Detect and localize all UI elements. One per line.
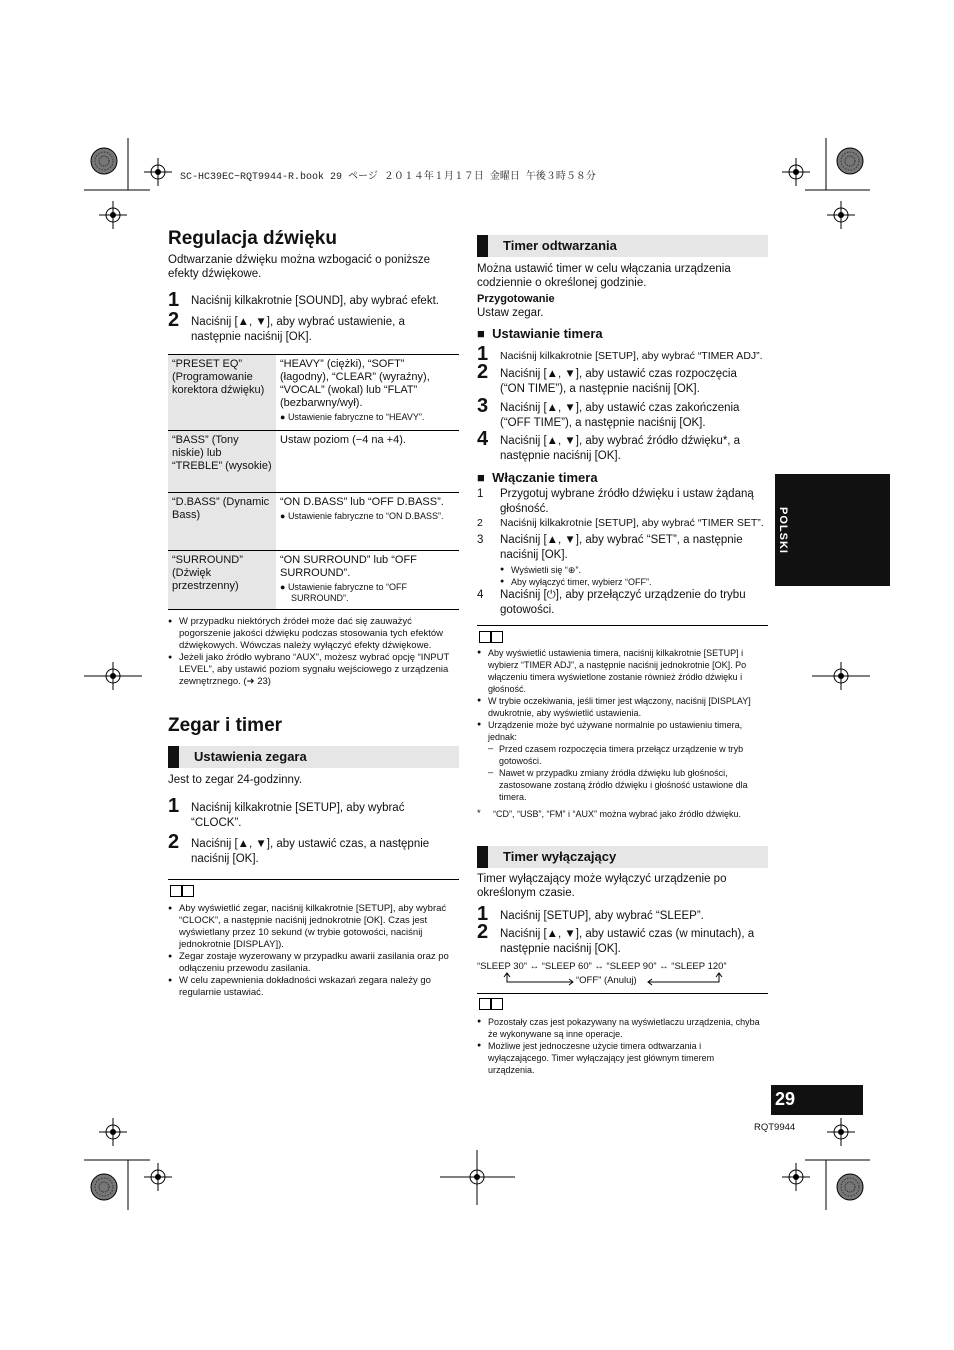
note-book-icon bbox=[479, 631, 503, 643]
subheading-set-timer: ■ Ustawianie timera bbox=[477, 326, 603, 341]
timer-notes bbox=[477, 647, 769, 820]
step-text: Naciśnij [SETUP], aby wybrać “SLEEP”. bbox=[500, 910, 704, 922]
table-row bbox=[168, 493, 459, 551]
list-item: ● Wyświetli się “⊕”. bbox=[500, 564, 760, 576]
step-text: Naciśnij [▲, ▼], aby ustawić czas rozpoczęcia (“ON TIME”), a następnie naciśnij [OK]. bbox=[500, 368, 737, 395]
effect-options: “ON D.BASS” lub “OFF D.BASS”. bbox=[280, 496, 444, 508]
list-item: ● Aby wyłączyć timer, wybierz “OFF”. bbox=[500, 576, 760, 588]
list-item: ● Możliwe jest jednoczesne użycie timera odtwarzania i wyłączającego. Timer wyłączający jest głównym timerem urządzenia. bbox=[477, 1040, 762, 1076]
section-play-timer bbox=[477, 235, 768, 257]
subheading-text: Ustawianie timera bbox=[492, 326, 603, 341]
effect-name: “BASS” (Tony niskie) lub “TREBLE” (wysokie) bbox=[168, 431, 276, 493]
step-text: Naciśnij kilkakrotnie [SETUP], aby wybrać “TIMER SET”. bbox=[500, 517, 764, 529]
divider bbox=[168, 879, 459, 880]
clock-intro: Jest to zegar 24-godzinny. bbox=[168, 774, 303, 786]
step-number: 2 bbox=[477, 361, 489, 383]
effect-options: “HEAVY” (ciężki), “SOFT” (łagodny), “CLEAR” (wyraźny), “VOCAL” (wokal) lub “FLAT” (bezbarwny/wył). bbox=[280, 358, 430, 409]
language-tab bbox=[775, 474, 890, 586]
step-text: Naciśnij [▲, ▼], aby wybrać źródło dźwięku*, a następnie naciśnij [OK]. bbox=[500, 435, 741, 462]
sleep-cycle: “SLEEP 30” ↔ “SLEEP 60” ↔ “SLEEP 90” ↔ “SLEEP 120” bbox=[477, 961, 727, 972]
step-number: 1 bbox=[168, 795, 180, 817]
language-label: POLSKI bbox=[777, 507, 789, 554]
effect-value bbox=[276, 551, 459, 610]
step-number: 1 bbox=[477, 343, 489, 365]
sound-intro: Odtwarzanie dźwięku można wzbogacić o poniższe efekty dźwiękowe. bbox=[168, 254, 431, 280]
factory-note-text: Ustawienie fabryczne to “ON D.BASS”. bbox=[287, 511, 444, 521]
step-number: 4 bbox=[477, 428, 489, 450]
step-text: Naciśnij [▲, ▼], aby ustawić czas, a następnie naciśnij [OK]. bbox=[191, 838, 430, 865]
on-sub-notes bbox=[500, 564, 760, 588]
effect-value bbox=[276, 355, 459, 431]
effect-name: “D.BASS” (Dynamic Bass) bbox=[168, 493, 276, 551]
step-number: 1 bbox=[168, 289, 180, 311]
list-item: ● Aby wyświetlić zegar, naciśnij kilkakrotnie [SETUP], aby wybrać “CLOCK”, a następnie naciśnij jednokrotnie [OK]. Czas jest wyświetlany przez 10 sekund (w trybie gotowości, naciśnij jednokrotnie [DISPLAY]). bbox=[168, 903, 459, 951]
step-text: Naciśnij kilkakrotnie [SETUP], aby wybrać “TIMER ADJ”. bbox=[500, 350, 763, 362]
list-item: ● Pozostały czas jest pokazywany na wyświetlaczu urządzenia, chyba że wykonywane są inne operacje. bbox=[477, 1016, 762, 1040]
section-title: Timer wyłączający bbox=[503, 849, 617, 864]
doc-code: RQT9944 bbox=[754, 1122, 796, 1133]
step-number: 4 bbox=[477, 589, 484, 601]
preparation-text: Ustaw zegar. bbox=[477, 307, 544, 319]
factory-note: ● Ustawienie fabryczne to “OFF SURROUND”. bbox=[280, 582, 407, 603]
sleep-notes bbox=[477, 1016, 762, 1076]
section-sleep-timer bbox=[477, 846, 768, 868]
preparation-label: Przygotowanie bbox=[477, 293, 555, 305]
divider bbox=[477, 625, 768, 626]
step-text: Naciśnij [▲, ▼], aby ustawić czas (w minutach), a następnie naciśnij [OK]. bbox=[500, 928, 755, 955]
step-text: Przygotuj wybrane źródło dźwięku i ustaw żądaną głośność. bbox=[500, 488, 754, 515]
note-book-icon bbox=[479, 998, 503, 1010]
page-number: 29 bbox=[775, 1089, 796, 1109]
list-item: * “CD”, “USB”, “FM” i “AUX” można wybrać jako źródło dźwięku. bbox=[477, 808, 769, 820]
step-text: Naciśnij [⏻], aby przełączyć urządzenie do trybu gotowości. bbox=[500, 589, 746, 616]
list-item: – Nawet w przypadku zmiany źródła dźwięku lub głośności, zastosowane zostaną źródło dźwięku i głośność ustawione dla timera. bbox=[477, 767, 769, 803]
list-item: ● W przypadku niektórych źródeł może dać się zauważyć pogorszenie jakości dźwięku podczas stosowania tych efektów dźwiękowych. Wówczas należy wyłączyć efekty dźwiękowe. bbox=[168, 616, 458, 652]
list-item: ● Urządzenie może być używane normalnie po ustawieniu timera, jednak: bbox=[477, 719, 769, 743]
step-text: Naciśnij kilkakrotnie [SETUP], aby wybrać “CLOCK”. bbox=[191, 802, 405, 829]
sound-notes bbox=[168, 616, 458, 688]
list-item: ● Aby wyświetlić ustawienia timera, naciśnij kilkakrotnie [SETUP] i wybierz “TIMER ADJ”, a następnie naciśnij jednokrotnie [OK]. Po włączeniu timera wyświetlone zostanie również źródło dźwięku i głośność. bbox=[477, 647, 769, 695]
step-text: Naciśnij [▲, ▼], aby ustawić czas zakończenia (“OFF TIME”), a następnie naciśnij [OK]. bbox=[500, 402, 740, 429]
section-title: Timer odtwarzania bbox=[503, 238, 617, 253]
list-item: – Przed czasem rozpoczęcia timera przełącz urządzenie w tryb gotowości. bbox=[477, 743, 769, 767]
step-number: 3 bbox=[477, 395, 489, 417]
step-number: 1 bbox=[477, 903, 489, 925]
subheading-timer-on: ■ Włączanie timera bbox=[477, 470, 598, 485]
step-number: 2 bbox=[477, 921, 489, 943]
step-number: 2 bbox=[168, 309, 180, 331]
note-book-icon bbox=[170, 885, 194, 897]
table-row bbox=[168, 355, 459, 431]
factory-note-text: Ustawienie fabryczne to “HEAVY”. bbox=[287, 412, 425, 422]
title-sound: Regulacja dźwięku bbox=[168, 228, 337, 249]
list-item: ● W trybie oczekiwania, jeśli timer jest włączony, naciśnij [DISPLAY] dwukrotnie, aby wyświetlić ustawienia. bbox=[477, 695, 769, 719]
factory-note: ● Ustawienie fabryczne to “HEAVY”. bbox=[280, 412, 425, 422]
subheading-text: Włączanie timera bbox=[492, 470, 598, 485]
book-file-info: SC-HC39EC~RQT9944-R.book 29 ページ ２０１４年１月１７日 金曜日 午後３時５８分 bbox=[180, 172, 596, 183]
effect-value: Ustaw poziom (−4 na +4). bbox=[276, 431, 459, 493]
play-timer-intro: Można ustawić timer w celu włączania urządzenia codziennie o określonej godzinie. bbox=[477, 263, 731, 289]
sleep-intro: Timer wyłączający może wyłączyć urządzenie po określonym czasie. bbox=[477, 873, 727, 899]
section-title: Ustawienia zegara bbox=[194, 749, 307, 764]
step-text: Naciśnij [▲, ▼], aby wybrać ustawienie, a następnie naciśnij [OK]. bbox=[191, 316, 405, 343]
factory-note-text: Ustawienie fabryczne to “OFF SURROUND”. bbox=[287, 582, 407, 603]
effect-name: “SURROUND” (Dźwięk przestrzenny) bbox=[168, 551, 276, 610]
step-number: 2 bbox=[168, 831, 180, 853]
list-item: ● W celu zapewnienia dokładności wskazań zegara należy go regularnie ustawiać. bbox=[168, 975, 459, 999]
table-row bbox=[168, 551, 459, 610]
effect-name: “PRESET EQ” (Programowanie korektora dźwięku) bbox=[168, 355, 276, 431]
table-row bbox=[168, 431, 459, 493]
sleep-off: “OFF” (Anuluj) bbox=[576, 975, 637, 986]
step-number: 1 bbox=[477, 488, 484, 500]
sound-effects-table bbox=[168, 354, 459, 610]
page-number-box bbox=[771, 1085, 863, 1115]
factory-note: ● Ustawienie fabryczne to “ON D.BASS”. bbox=[280, 511, 444, 521]
list-item: ● Zegar zostaje wyzerowany w przypadku awarii zasilania oraz po odłączeniu przewodu zasilania. bbox=[168, 951, 459, 975]
clock-notes bbox=[168, 903, 459, 999]
section-clock-settings bbox=[168, 746, 459, 768]
step-number: 3 bbox=[477, 534, 484, 546]
effect-options: “ON SURROUND” lub “OFF SURROUND”. bbox=[280, 554, 417, 579]
divider bbox=[477, 993, 768, 994]
step-text: Naciśnij kilkakrotnie [SOUND], aby wybrać efekt. bbox=[191, 295, 439, 307]
title-clock-timer: Zegar i timer bbox=[168, 715, 283, 736]
effect-value bbox=[276, 493, 459, 551]
list-item: ● Jeżeli jako źródło wybrano “AUX”, możesz wybrać opcję “INPUT LEVEL”, aby ustawić poziom sygnału wejściowego z urządzenia zewnętrznego. (➜ 23) bbox=[168, 652, 458, 688]
step-number: 2 bbox=[477, 517, 483, 529]
step-text: Naciśnij [▲, ▼], aby wybrać “SET”, a następnie naciśnij [OK]. bbox=[500, 534, 743, 561]
